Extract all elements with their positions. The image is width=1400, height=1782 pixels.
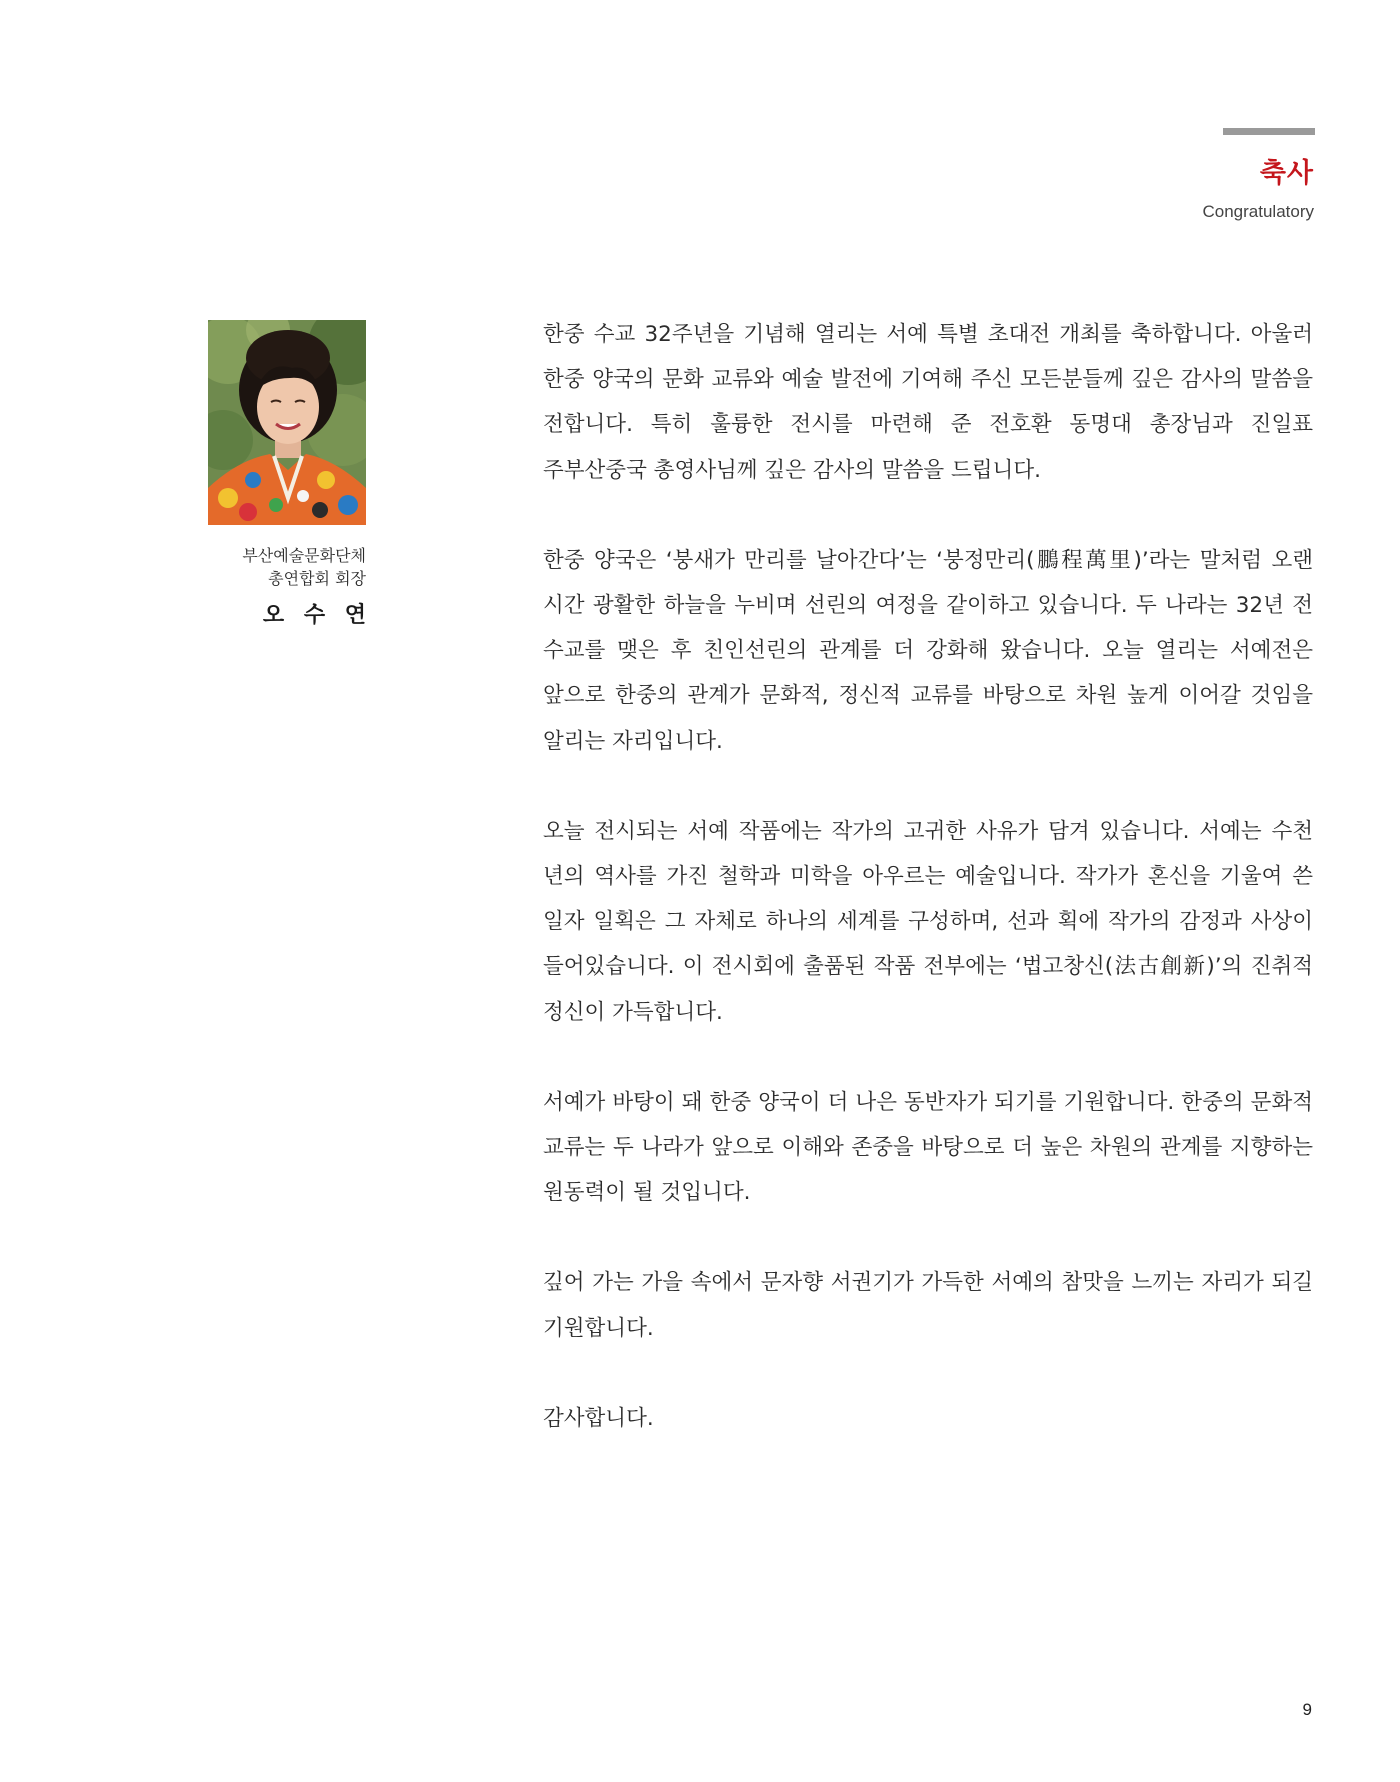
section-title: 축사: [1259, 158, 1314, 189]
paragraph: 서예가 바탕이 돼 한중 양국이 더 나은 동반자가 되기를 기원합니다. 한중의 문화적 교류는 두 나라가 앞으로 이해와 존중을 바탕으로 더 높은 차원의 관계를 지향하는 원동력이 될 것입니다.: [543, 1089, 1313, 1206]
page-number: 9: [1302, 1700, 1312, 1719]
author-photo: [208, 320, 366, 525]
header-rule: [1223, 128, 1315, 135]
author-position: 총연합회 회장: [268, 569, 366, 588]
section-subtitle: Congratulatory: [1202, 202, 1314, 221]
paragraph: 깊어 가는 가을 속에서 문자향 서권기가 가득한 서예의 참맛을 느끼는 자리가 되길 기원합니다.: [543, 1270, 1313, 1341]
author-organization: 부산예술문화단체: [242, 546, 366, 565]
congratulatory-message: [543, 312, 1313, 1486]
paragraph: 오늘 전시되는 서예 작품에는 작가의 고귀한 사유가 담겨 있습니다. 서예는 수천 년의 역사를 가진 철학과 미학을 아우르는 예술입니다. 작가가 혼신을 기울여 쓴 일자 일획은 그 자체로 하나의 세계를 구성하며, 선과 획에 작가의 감정과 사상이 들어있습니다. 이 전시회에 출품된 작품 전부에는 ‘법고창신(法古創新)’의 진취적 정신이 가득합니다.: [543, 818, 1313, 1025]
author-info: [200, 544, 372, 629]
closing-paragraph: 감사합니다.: [543, 1405, 654, 1431]
author-name: 오 수 연: [262, 603, 372, 628]
paragraph: 한중 양국은 ‘붕새가 만리를 날아간다’는 ‘붕정만리(鵬程萬里)’라는 말처럼 오랜 시간 광활한 하늘을 누비며 선린의 여정을 같이하고 있습니다. 두 나라는 32년 전 수교를 맺은 후 친인선린의 관계를 더 강화해 왔습니다. 오늘 열리는 서예전은 앞으로 한중의 관계가 문화적, 정신적 교류를 바탕으로 차원 높게 이어갈 것임을 알리는 자리입니다.: [543, 547, 1313, 754]
paragraph: 한중 수교 32주년을 기념해 열리는 서예 특별 초대전 개최를 축하합니다. 아울러 한중 양국의 문화 교류와 예술 발전에 기여해 주신 모든분들께 깊은 감사의 말씀을 전합니다. 특히 훌륭한 전시를 마련해 준 전호환 동명대 총장님과 진일표 주부산중국 총영사님께 깊은 감사의 말씀을 드립니다.: [543, 322, 1313, 483]
